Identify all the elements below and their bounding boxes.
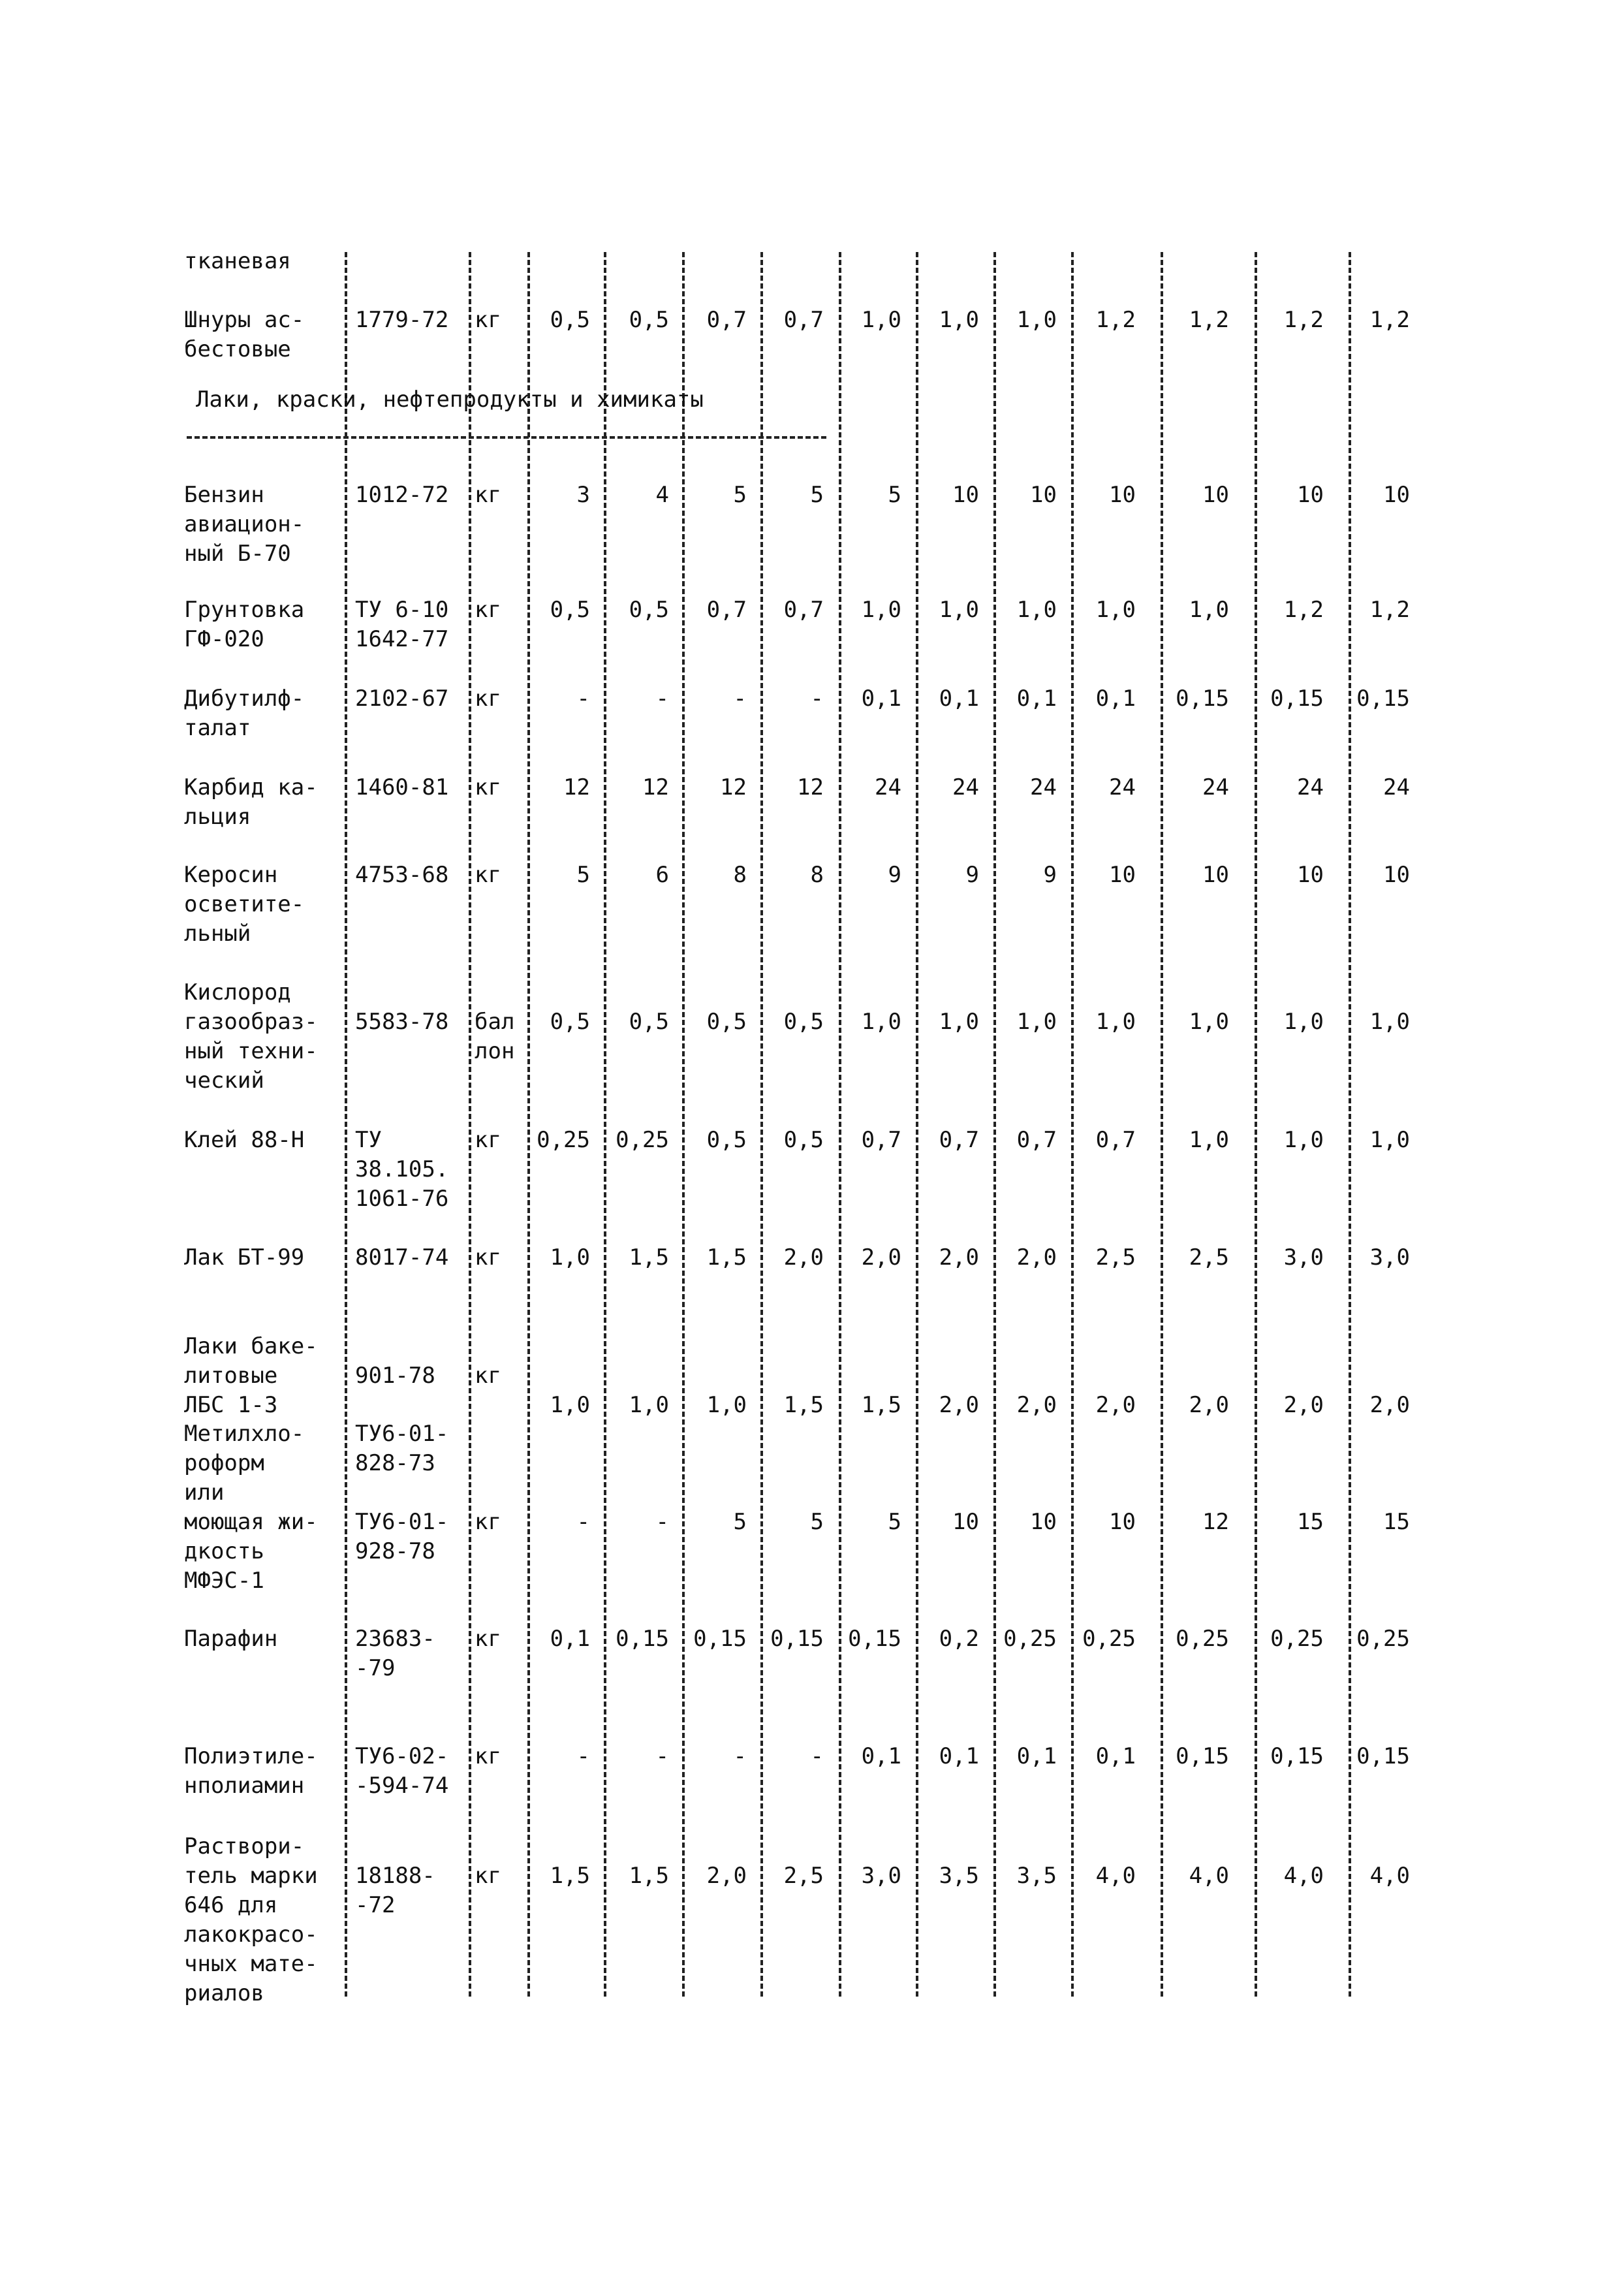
- material-name-line: Бензин: [184, 482, 264, 508]
- quantity-value: 2,0: [783, 1244, 824, 1271]
- quantity-value: 3,5: [939, 1863, 979, 1889]
- unit-line: кг: [475, 686, 501, 712]
- column-separator: [1071, 252, 1074, 1997]
- quantity-value: 3,0: [1283, 1244, 1324, 1271]
- material-name-line: Раствори-: [184, 1833, 305, 1859]
- quantity-value: 1,0: [1016, 307, 1057, 333]
- gost-code-line: -72: [355, 1892, 396, 1918]
- column-separator: [1349, 252, 1351, 1997]
- material-name-line: газообраз-: [184, 1009, 318, 1035]
- quantity-value: 0,5: [629, 1009, 669, 1035]
- material-name-line: риалов: [184, 1980, 264, 2006]
- quantity-value: 2,0: [1189, 1392, 1229, 1418]
- gost-code-line: ТУ 6-10: [355, 597, 449, 623]
- quantity-value: 0,1: [550, 1626, 590, 1652]
- quantity-value: 0,15: [1356, 686, 1410, 712]
- quantity-value: 1,0: [939, 597, 979, 623]
- quantity-value: 1,5: [550, 1863, 590, 1889]
- unit-line: кг: [475, 482, 501, 508]
- quantity-value: 10: [1202, 862, 1229, 888]
- material-name-line: тканевая: [184, 248, 291, 274]
- quantity-value: 12: [797, 774, 824, 800]
- quantity-value: 0,25: [1270, 1626, 1324, 1652]
- material-name-line: ГФ-020: [184, 626, 264, 652]
- section-heading: Лаки, краски, нефтепродукты и химикаты: [196, 387, 704, 413]
- quantity-value: 2,0: [1095, 1392, 1136, 1418]
- quantity-value: 0,7: [783, 307, 824, 333]
- gost-code-line: ТУ: [355, 1127, 382, 1153]
- quantity-value: 6: [655, 862, 669, 888]
- quantity-value: 1,0: [861, 307, 901, 333]
- quantity-value: 0,5: [706, 1009, 747, 1035]
- quantity-value: 1,2: [1095, 307, 1136, 333]
- quantity-value: 10: [1109, 1509, 1136, 1535]
- material-name-line: льный: [184, 921, 251, 947]
- unit-line: бал: [475, 1009, 515, 1035]
- quantity-value: 0,7: [861, 1127, 901, 1153]
- quantity-value: 9: [965, 862, 979, 888]
- quantity-value: 1,2: [1189, 307, 1229, 333]
- quantity-value: 4,0: [1283, 1863, 1324, 1889]
- quantity-value: 0,5: [550, 307, 590, 333]
- quantity-value: 2,0: [939, 1392, 979, 1418]
- gost-code-line: ТУ6-02-: [355, 1743, 449, 1769]
- material-name-line: бестовые: [184, 336, 291, 362]
- quantity-value: 0,5: [706, 1127, 747, 1153]
- quantity-value: 10: [1202, 482, 1229, 508]
- quantity-value: 1,0: [1189, 597, 1229, 623]
- column-separator: [1255, 252, 1257, 1997]
- quantity-value: 2,5: [1095, 1244, 1136, 1271]
- quantity-value: 1,0: [939, 1009, 979, 1035]
- quantity-value: 0,15: [1270, 1743, 1324, 1769]
- quantity-value: -: [733, 1743, 747, 1769]
- gost-code-line: 1779-72: [355, 307, 449, 333]
- quantity-value: 1,5: [629, 1863, 669, 1889]
- quantity-value: 0,1: [861, 686, 901, 712]
- quantity-value: 1,0: [1283, 1127, 1324, 1153]
- quantity-value: 10: [1297, 482, 1324, 508]
- quantity-value: 10: [1030, 482, 1057, 508]
- material-name-line: Кислород: [184, 979, 291, 1005]
- quantity-value: 0,7: [939, 1127, 979, 1153]
- quantity-value: 24: [1109, 774, 1136, 800]
- gost-code-line: 38.105.: [355, 1156, 449, 1182]
- quantity-value: -: [655, 686, 669, 712]
- quantity-value: 24: [1202, 774, 1229, 800]
- gost-code-line: 1012-72: [355, 482, 449, 508]
- quantity-value: 10: [1030, 1509, 1057, 1535]
- quantity-value: 2,0: [939, 1244, 979, 1271]
- quantity-value: 5: [576, 862, 590, 888]
- quantity-value: 0,15: [693, 1626, 747, 1652]
- quantity-value: 0,1: [1095, 686, 1136, 712]
- material-name-line: литовые: [184, 1363, 278, 1389]
- quantity-value: 0,15: [616, 1626, 669, 1652]
- quantity-value: 1,0: [550, 1392, 590, 1418]
- quantity-value: 0,25: [1356, 1626, 1410, 1652]
- quantity-value: -: [655, 1743, 669, 1769]
- quantity-value: 1,0: [550, 1244, 590, 1271]
- unit-line: кг: [475, 307, 501, 333]
- quantity-value: 2,0: [1016, 1392, 1057, 1418]
- material-name-line: Лак БТ-99: [184, 1244, 305, 1271]
- quantity-value: 2,0: [1369, 1392, 1410, 1418]
- quantity-value: 0,7: [1095, 1127, 1136, 1153]
- quantity-value: 10: [1383, 482, 1410, 508]
- column-separator: [682, 252, 685, 1997]
- quantity-value: 0,5: [629, 597, 669, 623]
- quantity-value: 1,0: [1095, 1009, 1136, 1035]
- quantity-value: 1,0: [939, 307, 979, 333]
- quantity-value: 0,5: [550, 1009, 590, 1035]
- unit-line: кг: [475, 1509, 501, 1535]
- quantity-value: 4,0: [1189, 1863, 1229, 1889]
- quantity-value: 1,0: [1283, 1009, 1324, 1035]
- material-name-line: чных мате-: [184, 1951, 318, 1977]
- quantity-value: -: [576, 686, 590, 712]
- unit-line: кг: [475, 1863, 501, 1889]
- unit-line: кг: [475, 1244, 501, 1271]
- quantity-value: 12: [642, 774, 669, 800]
- quantity-value: 15: [1383, 1509, 1410, 1535]
- column-separator: [469, 252, 471, 1997]
- gost-code-line: 828-73: [355, 1450, 435, 1476]
- section-underline: [187, 436, 826, 439]
- quantity-value: -: [576, 1509, 590, 1535]
- gost-code-line: ТУ6-01-: [355, 1509, 449, 1535]
- quantity-value: -: [655, 1509, 669, 1535]
- quantity-value: 3,5: [1016, 1863, 1057, 1889]
- gost-code-line: 18188-: [355, 1863, 435, 1889]
- material-name-line: или: [184, 1479, 225, 1506]
- quantity-value: 0,2: [939, 1626, 979, 1652]
- quantity-value: 1,0: [1016, 1009, 1057, 1035]
- quantity-value: 1,5: [706, 1244, 747, 1271]
- gost-code-line: 1642-77: [355, 626, 449, 652]
- column-separator: [1161, 252, 1163, 1997]
- quantity-value: -: [810, 686, 824, 712]
- quantity-value: 3,0: [861, 1863, 901, 1889]
- quantity-value: -: [576, 1743, 590, 1769]
- quantity-value: 1,5: [783, 1392, 824, 1418]
- quantity-value: 5: [733, 1509, 747, 1535]
- material-name-line: дкость: [184, 1538, 264, 1564]
- quantity-value: 10: [1297, 862, 1324, 888]
- material-name-line: ЛБС 1-3: [184, 1392, 278, 1418]
- unit-line: лон: [475, 1038, 515, 1064]
- quantity-value: 24: [875, 774, 901, 800]
- material-name-line: Грунтовка: [184, 597, 305, 623]
- quantity-value: 1,2: [1369, 307, 1410, 333]
- material-name-line: льция: [184, 804, 251, 830]
- gost-code-line: 23683-: [355, 1626, 435, 1652]
- unit-line: кг: [475, 1127, 501, 1153]
- quantity-value: 1,0: [1095, 597, 1136, 623]
- quantity-value: 3: [576, 482, 590, 508]
- quantity-value: 0,5: [629, 307, 669, 333]
- quantity-value: 12: [563, 774, 590, 800]
- quantity-value: 0,7: [706, 307, 747, 333]
- material-name-line: Лаки баке-: [184, 1333, 318, 1359]
- quantity-value: 0,25: [1176, 1626, 1229, 1652]
- quantity-value: 0,25: [1003, 1626, 1057, 1652]
- quantity-value: 5: [733, 482, 747, 508]
- quantity-value: 24: [1030, 774, 1057, 800]
- quantity-value: 5: [810, 1509, 824, 1535]
- quantity-value: 12: [1202, 1509, 1229, 1535]
- quantity-value: 10: [952, 1509, 979, 1535]
- material-name-line: осветите-: [184, 891, 305, 917]
- quantity-value: -: [733, 686, 747, 712]
- column-separator: [345, 252, 347, 1997]
- unit-line: кг: [475, 1743, 501, 1769]
- material-name-line: Шнуры ас-: [184, 307, 305, 333]
- quantity-value: 0,5: [783, 1009, 824, 1035]
- quantity-value: 12: [720, 774, 747, 800]
- column-separator: [916, 252, 918, 1997]
- unit-line: кг: [475, 1363, 501, 1389]
- quantity-value: 1,5: [861, 1392, 901, 1418]
- quantity-value: 15: [1297, 1509, 1324, 1535]
- quantity-value: 0,15: [1176, 1743, 1229, 1769]
- quantity-value: 10: [952, 482, 979, 508]
- quantity-value: 1,0: [1189, 1009, 1229, 1035]
- quantity-value: 4: [655, 482, 669, 508]
- quantity-value: 0,15: [1270, 686, 1324, 712]
- gost-code-line: -594-74: [355, 1773, 449, 1799]
- material-name-line: 646 для: [184, 1892, 278, 1918]
- gost-code-line: ТУ6-01-: [355, 1421, 449, 1447]
- material-name-line: Метилхло-: [184, 1421, 305, 1447]
- quantity-value: 1,0: [629, 1392, 669, 1418]
- quantity-value: 1,0: [1369, 1009, 1410, 1035]
- material-name-line: тель марки: [184, 1863, 318, 1889]
- gost-code-line: 1460-81: [355, 774, 449, 800]
- material-name-line: МФЭС-1: [184, 1568, 264, 1594]
- quantity-value: 0,25: [1082, 1626, 1136, 1652]
- unit-line: кг: [475, 1626, 501, 1652]
- quantity-value: 0,1: [1016, 686, 1057, 712]
- material-name-line: авиацион-: [184, 511, 305, 537]
- quantity-value: 1,5: [629, 1244, 669, 1271]
- quantity-value: 2,0: [1283, 1392, 1324, 1418]
- material-name-line: Полиэтиле-: [184, 1743, 318, 1769]
- quantity-value: 1,0: [706, 1392, 747, 1418]
- quantity-value: 24: [952, 774, 979, 800]
- quantity-value: 5: [888, 482, 901, 508]
- unit-line: кг: [475, 597, 501, 623]
- column-separator: [604, 252, 606, 1997]
- material-name-line: моющая жи-: [184, 1509, 318, 1535]
- quantity-value: 0,25: [616, 1127, 669, 1153]
- quantity-value: 1,2: [1283, 307, 1324, 333]
- gost-code-line: 5583-78: [355, 1009, 449, 1035]
- quantity-value: 0,5: [783, 1127, 824, 1153]
- quantity-value: 1,2: [1369, 597, 1410, 623]
- quantity-value: 2,0: [706, 1863, 747, 1889]
- material-name-line: Клей 88-Н: [184, 1127, 305, 1153]
- quantity-value: 0,15: [770, 1626, 824, 1652]
- material-name-line: талат: [184, 715, 251, 741]
- quantity-value: 3,0: [1369, 1244, 1410, 1271]
- material-name-line: Парафин: [184, 1626, 278, 1652]
- quantity-value: 1,0: [1369, 1127, 1410, 1153]
- material-name-line: лакокрасо-: [184, 1921, 318, 1948]
- quantity-value: 8: [810, 862, 824, 888]
- quantity-value: 2,0: [1016, 1244, 1057, 1271]
- quantity-value: 0,1: [1095, 1743, 1136, 1769]
- quantity-value: 5: [810, 482, 824, 508]
- quantity-value: 2,5: [783, 1863, 824, 1889]
- gost-code-line: 928-78: [355, 1538, 435, 1564]
- quantity-value: 0,1: [939, 1743, 979, 1769]
- gost-code-line: 1061-76: [355, 1186, 449, 1212]
- quantity-value: 1,0: [1016, 597, 1057, 623]
- column-separator: [527, 252, 530, 1997]
- quantity-value: 0,25: [537, 1127, 590, 1153]
- unit-line: кг: [475, 774, 501, 800]
- quantity-value: 0,7: [783, 597, 824, 623]
- material-name-line: Карбид ка-: [184, 774, 318, 800]
- gost-code-line: 901-78: [355, 1363, 435, 1389]
- quantity-value: 4,0: [1369, 1863, 1410, 1889]
- gost-code-line: -79: [355, 1655, 396, 1681]
- quantity-value: 0,1: [939, 686, 979, 712]
- material-name-line: Дибутилф-: [184, 686, 305, 712]
- unit-line: кг: [475, 862, 501, 888]
- quantity-value: 9: [1043, 862, 1057, 888]
- quantity-value: 4,0: [1095, 1863, 1136, 1889]
- quantity-value: 0,5: [550, 597, 590, 623]
- material-name-line: роформ: [184, 1450, 264, 1476]
- quantity-value: 1,0: [861, 597, 901, 623]
- gost-code-line: 4753-68: [355, 862, 449, 888]
- quantity-value: 8: [733, 862, 747, 888]
- quantity-value: 1,0: [861, 1009, 901, 1035]
- quantity-value: 0,15: [1176, 686, 1229, 712]
- quantity-value: 24: [1297, 774, 1324, 800]
- material-name-line: ческий: [184, 1067, 264, 1094]
- quantity-value: 2,5: [1189, 1244, 1229, 1271]
- quantity-value: 0,7: [706, 597, 747, 623]
- gost-code-line: 2102-67: [355, 686, 449, 712]
- gost-code-line: 8017-74: [355, 1244, 449, 1271]
- quantity-value: 10: [1109, 482, 1136, 508]
- column-separator: [839, 252, 841, 1997]
- quantity-value: 1,0: [1189, 1127, 1229, 1153]
- quantity-value: -: [810, 1743, 824, 1769]
- quantity-value: 0,7: [1016, 1127, 1057, 1153]
- quantity-value: 9: [888, 862, 901, 888]
- quantity-value: 0,1: [861, 1743, 901, 1769]
- quantity-value: 10: [1109, 862, 1136, 888]
- material-name-line: нполиамин: [184, 1773, 305, 1799]
- column-separator: [760, 252, 763, 1997]
- quantity-value: 2,0: [861, 1244, 901, 1271]
- material-name-line: Керосин: [184, 862, 278, 888]
- quantity-value: 10: [1383, 862, 1410, 888]
- material-name-line: ный техни-: [184, 1038, 318, 1064]
- quantity-value: 0,15: [1356, 1743, 1410, 1769]
- quantity-value: 5: [888, 1509, 901, 1535]
- quantity-value: 1,2: [1283, 597, 1324, 623]
- quantity-value: 0,1: [1016, 1743, 1057, 1769]
- quantity-value: 0,15: [848, 1626, 901, 1652]
- quantity-value: 24: [1383, 774, 1410, 800]
- column-separator: [993, 252, 996, 1997]
- material-name-line: ный Б-70: [184, 541, 291, 567]
